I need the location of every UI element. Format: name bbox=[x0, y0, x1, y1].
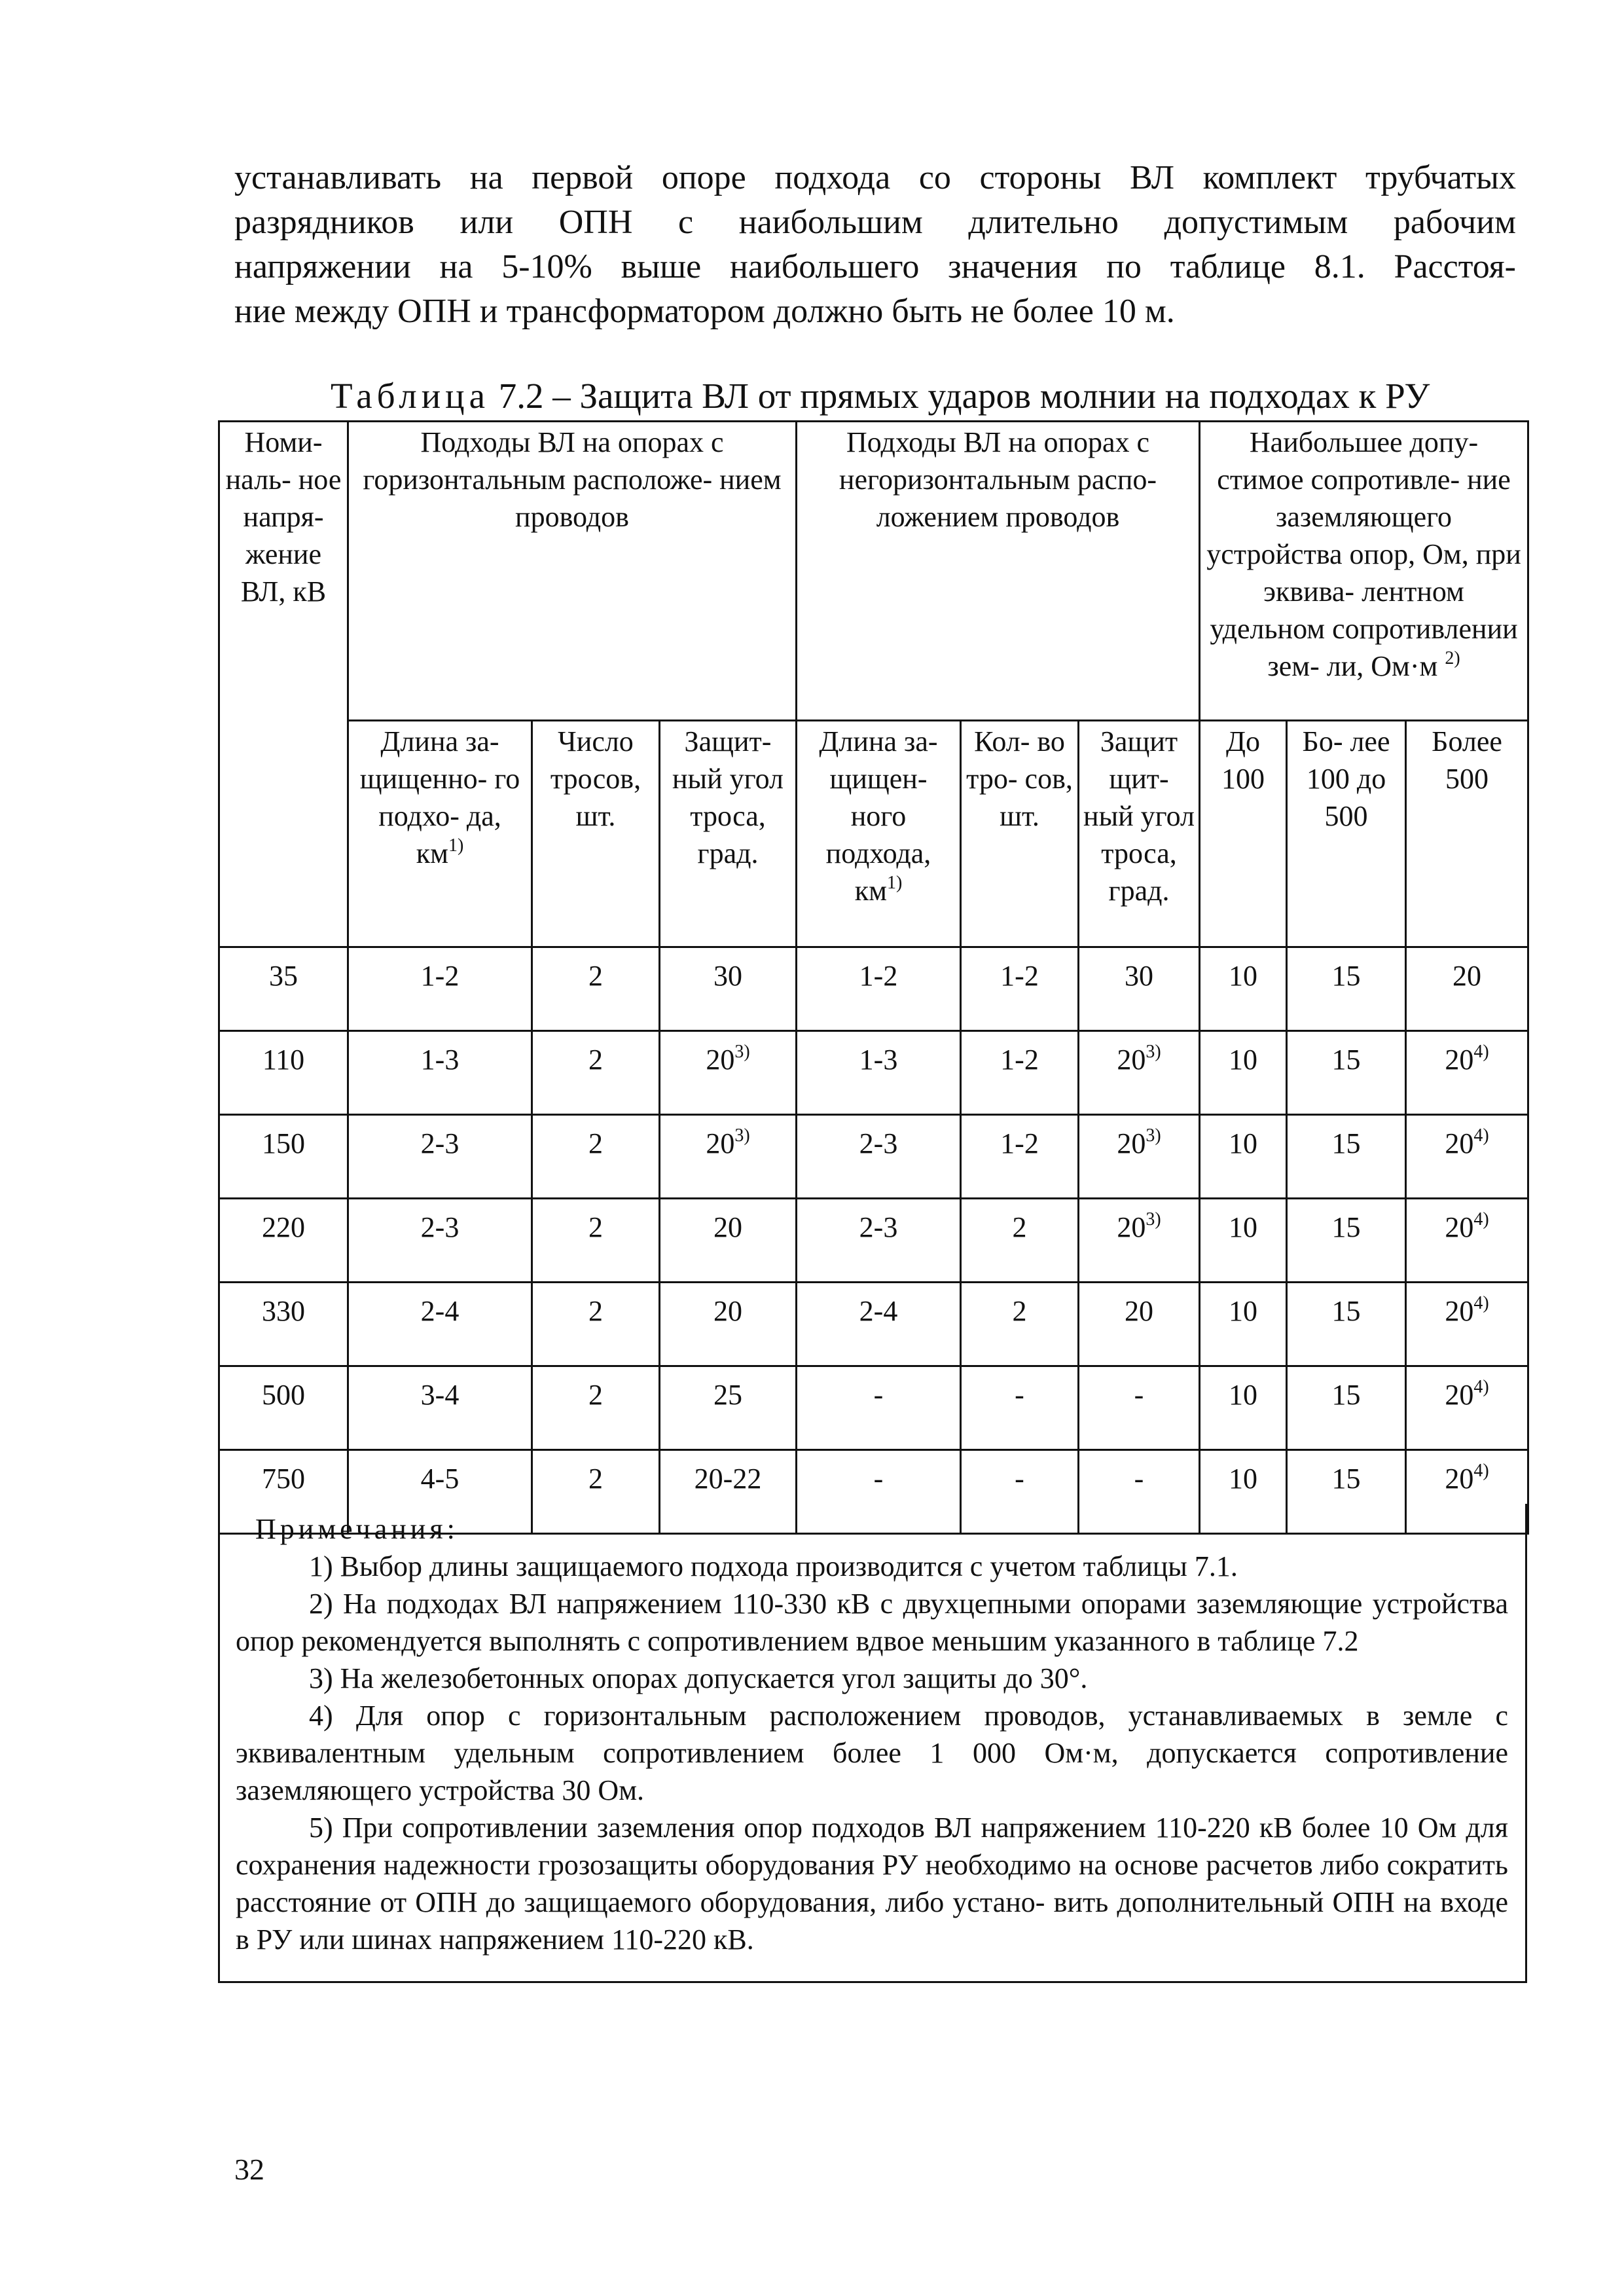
table-cell bbox=[961, 1115, 1079, 1199]
cell-value: 10 bbox=[1229, 1463, 1258, 1495]
cell-value: 30 bbox=[713, 960, 742, 992]
footnote-marker: 3) bbox=[734, 1125, 750, 1146]
protection-table bbox=[218, 420, 1529, 1535]
table-cell bbox=[660, 947, 797, 1031]
table-cell bbox=[219, 1283, 348, 1366]
table-cell bbox=[1287, 1366, 1406, 1450]
cell-value: 10 bbox=[1229, 1127, 1258, 1159]
footnote-marker: 4) bbox=[1473, 1461, 1489, 1481]
cell-value: 2-4 bbox=[420, 1295, 460, 1327]
table-cell bbox=[1287, 947, 1406, 1031]
subheader-n-length bbox=[797, 721, 961, 947]
cell-value: 10 bbox=[1229, 1295, 1258, 1327]
table-cell bbox=[1406, 947, 1528, 1031]
cell-value: 20 bbox=[1125, 1295, 1153, 1327]
caption-text: 7.2 – Защита ВЛ от прямых ударов молнии на подходах к РУ bbox=[489, 376, 1430, 416]
footnote-marker: 1) bbox=[448, 835, 464, 856]
cell-value: 150 bbox=[262, 1127, 305, 1159]
cell-value: 4-5 bbox=[420, 1463, 460, 1495]
cell-value: 2 bbox=[1012, 1211, 1027, 1243]
note-item: 1) Выбор длины защищаемого подхода производится с учетом таблицы 7.1. bbox=[309, 1550, 1238, 1582]
table-cell bbox=[219, 1031, 348, 1115]
cell-value: 10 bbox=[1229, 1211, 1258, 1243]
cell-value: 25 bbox=[713, 1379, 742, 1411]
table-cell bbox=[1079, 1031, 1200, 1115]
cell-value: 20 bbox=[1117, 1211, 1146, 1243]
cell-value: 20 bbox=[713, 1211, 742, 1243]
table-cell bbox=[1406, 1366, 1528, 1450]
table-cell bbox=[1079, 1283, 1200, 1366]
cell-value: 15 bbox=[1331, 1463, 1361, 1495]
table-cell bbox=[219, 1199, 348, 1283]
cell-value: 330 bbox=[262, 1295, 305, 1327]
note-item: 3) На железобетонных опорах допускается угол защиты до 30°. bbox=[309, 1662, 1088, 1694]
cell-value: 20 bbox=[1117, 1044, 1146, 1076]
footnote-marker: 1) bbox=[886, 873, 903, 893]
footnote-marker: 3) bbox=[1146, 1042, 1161, 1062]
cell-value: - bbox=[1015, 1379, 1024, 1411]
cell-value: 20 bbox=[706, 1127, 735, 1159]
table-header-row bbox=[219, 422, 1528, 721]
subheader-r-upto-100: До 100 bbox=[1200, 721, 1287, 947]
table-cell bbox=[961, 1283, 1079, 1366]
table-row bbox=[219, 947, 1528, 1031]
cell-value: 110 bbox=[262, 1044, 305, 1076]
footnote-marker: 4) bbox=[1473, 1209, 1489, 1230]
table-cell bbox=[532, 1283, 660, 1366]
intro-line: ние между ОПН и трансформатором должно быть не более 10 м. bbox=[234, 293, 1175, 330]
cell-value: 20 bbox=[706, 1044, 735, 1076]
cell-value: 2 bbox=[588, 1044, 603, 1076]
header-resistance-text: Наибольшее допу- стимое сопротивле- ние заземляющего устройства опор, Ом, при эквива- лентном удельном сопротивлении зем- ли, Ом·м bbox=[1206, 426, 1521, 682]
table-cell bbox=[1079, 1199, 1200, 1283]
cell-value: 1-2 bbox=[859, 960, 898, 992]
cell-value: - bbox=[873, 1463, 884, 1495]
cell-value: 1-2 bbox=[1000, 960, 1039, 992]
table-cell bbox=[1079, 1115, 1200, 1199]
cell-value: - bbox=[1015, 1463, 1024, 1495]
table-cell bbox=[1200, 1366, 1287, 1450]
page-number: 32 bbox=[234, 2153, 264, 2186]
cell-value: 20 bbox=[1445, 1127, 1474, 1159]
table-cell bbox=[797, 1199, 961, 1283]
table-cell bbox=[532, 1031, 660, 1115]
cell-value: 2 bbox=[1012, 1295, 1027, 1327]
table-cell bbox=[219, 1115, 348, 1199]
cell-value: 20-22 bbox=[694, 1463, 762, 1495]
intro-line: напряжении на 5-10% выше наибольшего значения по таблице 8.1. Расстоя- bbox=[234, 248, 1516, 285]
table-cell bbox=[1406, 1031, 1528, 1115]
cell-value: 2-3 bbox=[420, 1211, 460, 1243]
table-cell bbox=[660, 1115, 797, 1199]
table-cell bbox=[1287, 1199, 1406, 1283]
table-cell bbox=[348, 1366, 532, 1450]
notes-block bbox=[218, 1504, 1527, 1983]
table-cell bbox=[1287, 1031, 1406, 1115]
cell-value: 1-2 bbox=[1000, 1044, 1039, 1076]
table-cell bbox=[1406, 1115, 1528, 1199]
table-cell bbox=[348, 947, 532, 1031]
footnote-marker: 4) bbox=[1473, 1042, 1489, 1062]
subheader-h-length-text: Длина за- щищенно- го подхо- да, км bbox=[359, 725, 520, 869]
header-nonhorizontal-group: Подходы ВЛ на опорах с негоризонтальным распо- ложением проводов bbox=[797, 422, 1200, 721]
cell-value: 1-3 bbox=[859, 1044, 898, 1076]
cell-value: 20 bbox=[1445, 1463, 1474, 1495]
table-cell bbox=[348, 1199, 532, 1283]
table-cell bbox=[348, 1031, 532, 1115]
table-cell bbox=[1079, 1366, 1200, 1450]
cell-value: 20 bbox=[1117, 1127, 1146, 1159]
table-cell bbox=[660, 1366, 797, 1450]
table-cell bbox=[532, 1366, 660, 1450]
table-caption bbox=[331, 373, 1522, 419]
table-cell bbox=[797, 947, 961, 1031]
cell-value: 20 bbox=[1445, 1379, 1474, 1411]
footnote-marker: 3) bbox=[1146, 1209, 1161, 1230]
cell-value: - bbox=[1134, 1463, 1144, 1495]
table-cell bbox=[1406, 1199, 1528, 1283]
table-cell bbox=[1200, 1115, 1287, 1199]
table-cell bbox=[219, 947, 348, 1031]
cell-value: 1-2 bbox=[420, 960, 460, 992]
table-cell bbox=[961, 1031, 1079, 1115]
table-row bbox=[219, 1199, 1528, 1283]
table-cell bbox=[348, 1115, 532, 1199]
cell-value: - bbox=[1134, 1379, 1144, 1411]
cell-value: 10 bbox=[1229, 1379, 1258, 1411]
cell-value: 2 bbox=[588, 1127, 603, 1159]
cell-value: 2-3 bbox=[420, 1127, 460, 1159]
cell-value: 20 bbox=[713, 1295, 742, 1327]
header-resistance-group bbox=[1200, 422, 1528, 721]
note-item: 2) На подходах ВЛ напряжением 110-330 кВ с двухцепными опорами заземляющие устройства опор рекомендуется выполнять с сопротивлением вдвое меньшим указанного в таблице 7.2 bbox=[236, 1588, 1508, 1657]
subheader-h-cables: Число тросов, шт. bbox=[532, 721, 660, 947]
cell-value: 15 bbox=[1331, 1211, 1361, 1243]
footnote-marker: 4) bbox=[1473, 1125, 1489, 1146]
caption-word: Таблица bbox=[331, 376, 490, 416]
table-cell bbox=[1200, 1199, 1287, 1283]
table-cell bbox=[1287, 1283, 1406, 1366]
intro-line: разрядников или ОПН с наибольшим длительно допустимым рабочим bbox=[234, 204, 1516, 241]
notes-title: Примечания: bbox=[255, 1513, 459, 1545]
cell-value: 2 bbox=[588, 960, 603, 992]
table-cell bbox=[1200, 1283, 1287, 1366]
table-row bbox=[219, 1366, 1528, 1450]
cell-value: 750 bbox=[262, 1463, 305, 1495]
table-row bbox=[219, 1283, 1528, 1366]
cell-value: 20 bbox=[1445, 1295, 1474, 1327]
header-horizontal-group: Подходы ВЛ на опорах с горизонтальным расположе- нием проводов bbox=[348, 422, 797, 721]
note-item: 5) При сопротивлении заземления опор подходов ВЛ напряжением 110-220 кВ более 10 Ом для сохранения надежности грозозащиты оборудования РУ необходимо на основе расчетов либо сократить расстояние от ОПН до защищаемого оборудования, либо устано- вить дополнительный ОПН на входе в РУ или шинах напряжением 110-220 кВ. bbox=[236, 1812, 1508, 1956]
cell-value: 2-4 bbox=[859, 1295, 898, 1327]
cell-value: 15 bbox=[1331, 1295, 1361, 1327]
cell-value: - bbox=[873, 1379, 884, 1411]
note-item: 4) Для опор с горизонтальным расположением проводов, устанавливаемых в земле с эквивалентным удельным сопротивлением более 1 000 Ом·м, допускается сопротивление заземляющего устройства 30 Ом. bbox=[236, 1700, 1508, 1806]
cell-value: 1-3 bbox=[420, 1044, 460, 1076]
cell-value: 10 bbox=[1229, 1044, 1258, 1076]
table-cell bbox=[797, 1115, 961, 1199]
table-cell bbox=[532, 947, 660, 1031]
table-cell bbox=[532, 1199, 660, 1283]
subheader-n-angle: Защит щит- ный угол троса, град. bbox=[1079, 721, 1200, 947]
cell-value: 15 bbox=[1331, 960, 1361, 992]
table-cell bbox=[1406, 1283, 1528, 1366]
table-cell bbox=[961, 1366, 1079, 1450]
cell-value: 15 bbox=[1331, 1127, 1361, 1159]
cell-value: 2 bbox=[588, 1463, 603, 1495]
cell-value: 2 bbox=[588, 1211, 603, 1243]
footnote-marker: 3) bbox=[734, 1042, 750, 1062]
subheader-n-length-text: Длина за- щищен- ного подхода, км bbox=[819, 725, 938, 907]
table-cell bbox=[961, 1199, 1079, 1283]
subheader-r-over-500: Более 500 bbox=[1406, 721, 1528, 947]
table-cell bbox=[532, 1115, 660, 1199]
table-subheader-row bbox=[219, 721, 1528, 947]
cell-value: 2 bbox=[588, 1379, 603, 1411]
table-cell bbox=[797, 1031, 961, 1115]
intro-paragraph bbox=[234, 156, 1516, 334]
subheader-h-angle: Защит- ный угол троса, град. bbox=[660, 721, 797, 947]
footnote-marker: 2) bbox=[1445, 648, 1460, 668]
table-cell bbox=[348, 1283, 532, 1366]
table-row bbox=[219, 1031, 1528, 1115]
subheader-h-length bbox=[348, 721, 532, 947]
table-cell bbox=[961, 947, 1079, 1031]
footnote-marker: 3) bbox=[1146, 1125, 1161, 1146]
cell-value: 2 bbox=[588, 1295, 603, 1327]
cell-value: 2-3 bbox=[859, 1211, 898, 1243]
cell-value: 2-3 bbox=[859, 1127, 898, 1159]
table-cell bbox=[1079, 947, 1200, 1031]
cell-value: 15 bbox=[1331, 1044, 1361, 1076]
table-cell bbox=[660, 1283, 797, 1366]
cell-value: 3-4 bbox=[420, 1379, 460, 1411]
cell-value: 20 bbox=[1445, 1211, 1474, 1243]
subheader-r-100-500: Бо- лее 100 до 500 bbox=[1287, 721, 1406, 947]
cell-value: 20 bbox=[1445, 1044, 1474, 1076]
cell-value: 10 bbox=[1229, 960, 1258, 992]
cell-value: 20 bbox=[1453, 960, 1482, 992]
table-cell bbox=[797, 1283, 961, 1366]
cell-value: 30 bbox=[1125, 960, 1153, 992]
intro-line: устанавливать на первой опоре подхода со стороны ВЛ комплект трубчатых bbox=[234, 159, 1516, 196]
table-cell bbox=[1287, 1115, 1406, 1199]
cell-value: 35 bbox=[269, 960, 298, 992]
header-voltage: Номи- наль- ное напря- жение ВЛ, кВ bbox=[219, 422, 348, 947]
subheader-n-cables: Кол- во тро- сов, шт. bbox=[961, 721, 1079, 947]
cell-value: 500 bbox=[262, 1379, 305, 1411]
table-cell bbox=[660, 1199, 797, 1283]
table-cell bbox=[1200, 947, 1287, 1031]
cell-value: 1-2 bbox=[1000, 1127, 1039, 1159]
table-cell bbox=[797, 1366, 961, 1450]
table-cell bbox=[660, 1031, 797, 1115]
cell-value: 220 bbox=[262, 1211, 305, 1243]
footnote-marker: 4) bbox=[1473, 1293, 1489, 1313]
table-row bbox=[219, 1115, 1528, 1199]
cell-value: 15 bbox=[1331, 1379, 1361, 1411]
table-cell bbox=[1200, 1031, 1287, 1115]
footnote-marker: 4) bbox=[1473, 1377, 1489, 1397]
table-cell bbox=[219, 1366, 348, 1450]
